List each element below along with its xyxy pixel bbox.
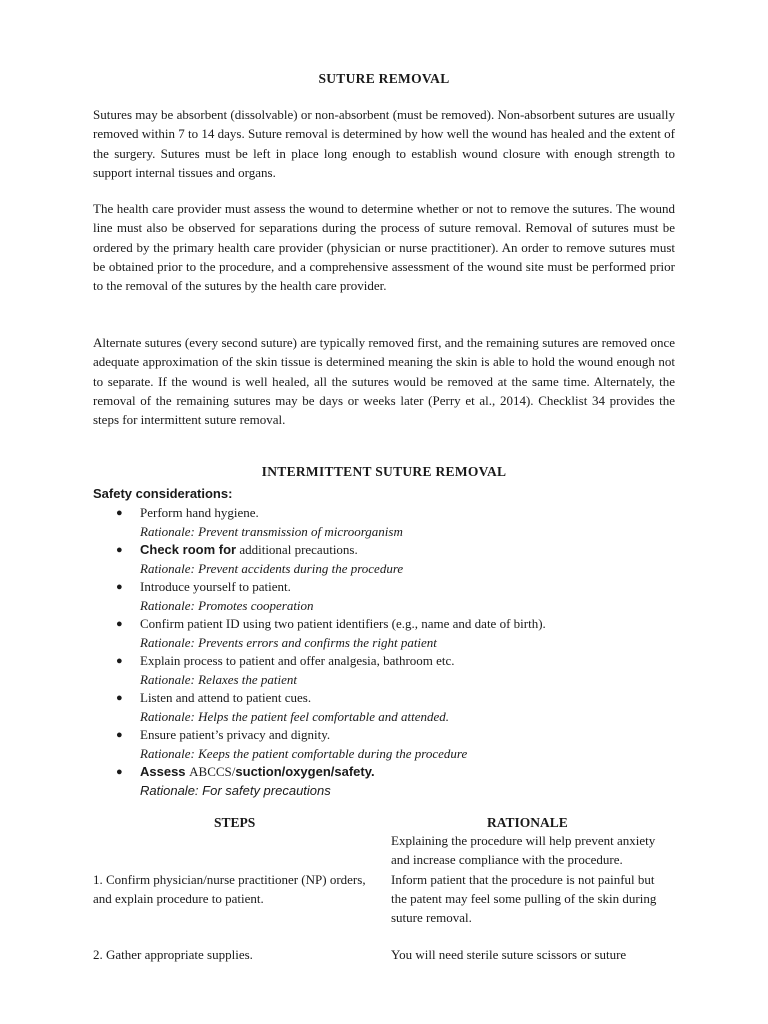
rationale: Rationale: Prevents errors and confirms the right patient — [140, 634, 437, 650]
list-item: ● Introduce yourself to patient. Rationale: Promotes cooperation — [93, 578, 675, 615]
rationale: Rationale: Prevent accidents during the procedure — [140, 560, 404, 576]
list-item: ● Assess ABCCS/suction/oxygen/safety. Rationale: For safety precautions — [93, 763, 675, 800]
bullet-icon: ● — [116, 581, 123, 593]
rationale: Rationale: Keeps the patient comfortable during the procedure — [140, 745, 468, 761]
rationale: Rationale: Relaxes the patient — [140, 671, 298, 687]
rationale: Rationale: Prevent transmission of microorganism — [140, 523, 403, 539]
bullet-icon: ● — [116, 655, 123, 667]
steps-header: STEPS — [214, 815, 256, 830]
paragraph-assessment: The health care provider must assess the wound to determine whether or not to remove the sutures. The wound line must also be observed for separations during the process of suture removal. Removal of sutures must be ordered by the primary health care provider (physician or nurse practitioner). An order to remove sutures must be obtained prior to the procedure, and a comprehensive assessment of the wound site must be performed prior to the removal of the sutures by the health care provider. — [93, 201, 675, 294]
step-2: 2. Gather appropriate supplies. — [93, 947, 253, 962]
step-2-rationale: You will need sterile suture scissors or suture — [391, 947, 627, 962]
page-title: SUTURE REMOVAL — [318, 71, 450, 86]
bullet-icon: ● — [116, 692, 123, 704]
step-1-rationale: Explaining the procedure will help prevent anxiety and increase compliance with the procedure. Inform patient that the procedure is not painful but the patent may feel some pulling of the skin during suture removal. — [391, 833, 657, 926]
safety-list — [93, 504, 675, 800]
bullet-icon: ● — [116, 766, 123, 778]
bullet-icon: ● — [116, 544, 123, 556]
bullet-icon: ● — [116, 618, 123, 630]
list-item: ● Perform hand hygiene. Rationale: Prevent transmission of microorganism — [93, 504, 675, 541]
list-item: ● Explain process to patient and offer analgesia, bathroom etc. Rationale: Relaxes the patient — [93, 652, 675, 689]
rationale: Rationale: For safety precautions — [140, 782, 331, 798]
list-item: ● Ensure patient’s privacy and dignity. Rationale: Keeps the patient comfortable during the procedure — [93, 726, 675, 763]
list-item: ● Check room for additional precautions. Rationale: Prevent accidents during the procedure — [93, 541, 675, 578]
step-1: 1. Confirm physician/nurse practitioner (NP) orders, and explain procedure to patient. — [93, 872, 366, 907]
safety-heading: Safety considerations: — [93, 486, 233, 501]
list-item: ● Listen and attend to patient cues. Rationale: Helps the patient feel comfortable and attended. — [93, 689, 675, 726]
list-item: ● Confirm patient ID using two patient identifiers (e.g., name and date of birth). Rationale: Prevents errors and confirms the right patient — [93, 615, 675, 652]
rationale: Rationale: Promotes cooperation — [140, 597, 314, 613]
rationale: Rationale: Helps the patient feel comfortable and attended. — [140, 708, 450, 724]
paragraph-intro: Sutures may be absorbent (dissolvable) or non-absorbent (must be removed). Non-absorbent sutures are usually removed within 7 to 14 days. Suture removal is determined by how well the wound has healed and the extent of the surgery. Sutures must be left in place long enough to establish wound closure with enough strength to support internal tissues and organs. — [93, 107, 675, 180]
bullet-icon: ● — [116, 729, 123, 741]
bullet-icon: ● — [116, 507, 123, 519]
paragraph-alternate: Alternate sutures (every second suture) are typically removed first, and the remaining sutures are removed once adequate approximation of the skin tissue is determined meaning the skin is able to hold the wound enough not to separate. If the wound is well healed, all the sutures would be removed at the same time. Alternately, the removal of the remaining sutures may be days or weeks later (Perry et al., 2014). Checklist 34 provides the steps for intermittent suture removal. — [93, 335, 675, 428]
section-title: INTERMITTENT SUTURE REMOVAL — [261, 464, 507, 479]
rationale-header: RATIONALE — [487, 815, 568, 830]
